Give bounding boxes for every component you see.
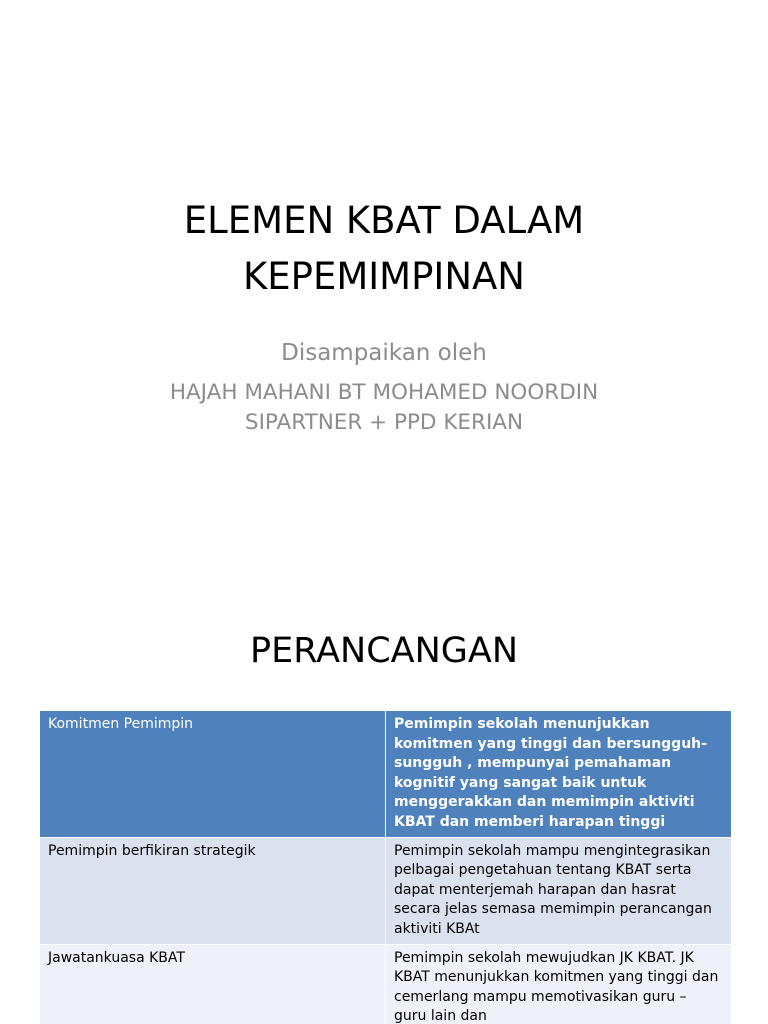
title-line-2: KEPEMIMPINAN — [243, 255, 525, 298]
presentation-title — [0, 193, 768, 305]
subtitle-lead: Disampaikan oleh — [281, 340, 487, 366]
content-slide — [0, 580, 768, 1024]
table-row — [40, 711, 732, 838]
description-cell: Pemimpin sekolah menunjukkan komitmen yang tinggi dan bersungguh-sungguh , mempunyai pemahaman kognitif yang sangat baik untuk menggerakkan dan memimpin aktiviti KBAT dan memberi harapan tinggi — [386, 711, 732, 838]
criterion-cell: Jawatankuasa KBAT — [40, 944, 386, 1024]
description-cell: Pemimpin sekolah mewujudkan JK KBAT. JK KBAT menunjukkan komitmen yang tinggi dan cemerlang mampu memotivasikan guru – guru lain dan — [386, 944, 732, 1024]
presenter-organization: SIPARTNER + PPD KERIAN — [244, 410, 524, 435]
slide-title: PERANCANGAN — [249, 631, 519, 671]
description-cell: Pemimpin sekolah mampu mengintegrasikan pelbagai pengetahuan tentang KBAT serta dapat menterjemah harapan dan hasrat secara jelas semasa memimpin perancangan aktiviti KBAt — [386, 837, 732, 944]
presenter-name: HAJAH MAHANI BT MOHAMED NOORDIN — [169, 380, 599, 405]
title-line-1: ELEMEN KBAT DALAM — [183, 199, 585, 242]
table-row — [40, 837, 732, 944]
table-row — [40, 944, 732, 1024]
planning-table — [39, 710, 732, 1024]
criterion-cell: Komitmen Pemimpin — [40, 711, 386, 838]
subtitle-block — [0, 336, 768, 438]
criterion-cell: Pemimpin berfikiran strategik — [40, 837, 386, 944]
